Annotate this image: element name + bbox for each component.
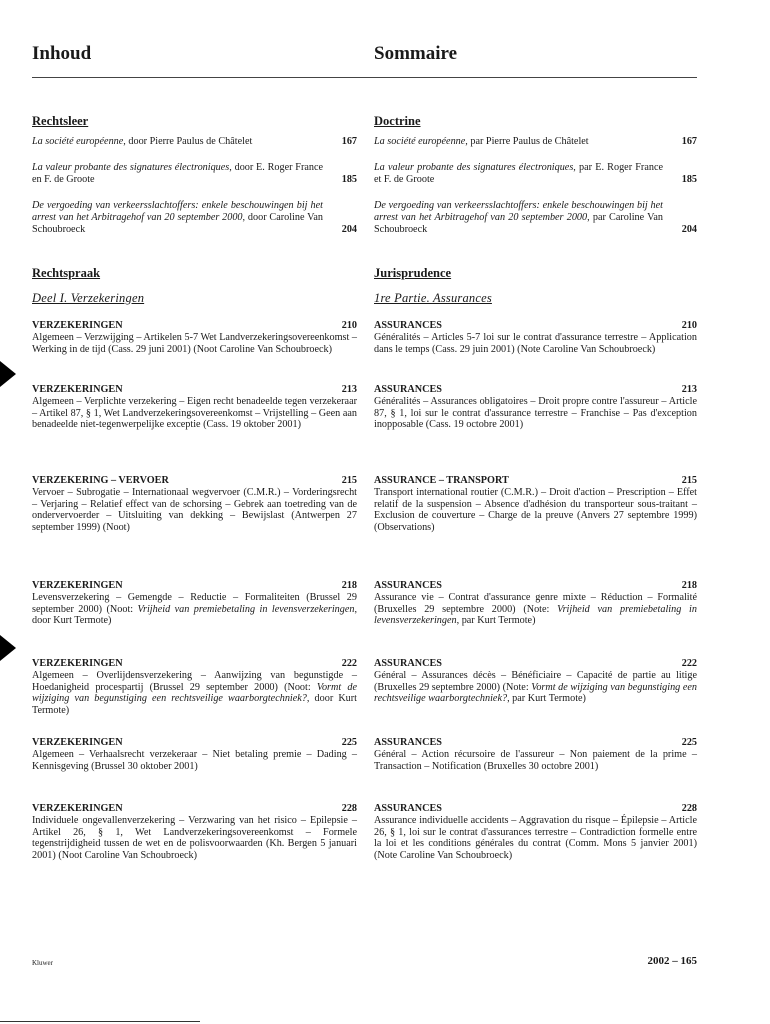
case-entry xyxy=(374,320,697,355)
entry-heading: ASSURANCES xyxy=(374,658,442,669)
page-footer-number: 2002 – 165 xyxy=(647,955,697,967)
case-entry xyxy=(374,737,697,772)
page-number: 210 xyxy=(341,320,357,331)
case-entry xyxy=(32,475,357,534)
page-number: 204 xyxy=(681,223,697,235)
doctrine-entry xyxy=(374,200,697,235)
part-title: Deel I. Verzekeringen xyxy=(32,291,145,305)
entry-text: Algemeen – Overlijdensverzekering – Aanwijzing van begunstigde – Hoedanigheid procespartij (Brussel 29 september 2000) (Noot: Vormt de wijziging van begunstiging een rechtsveilige waarborgtechniek?, door Kurt Termote) xyxy=(32,669,357,717)
section-title-doctrine: Doctrine xyxy=(374,114,421,128)
case-entry xyxy=(374,475,697,534)
entry-text: Général – Assurances décès – Bénéficiaire – Capacité de partie au litige (Bruxelles 29 septembre 2000) (Note: Vormt de wijziging van begunstiging een rechtsveilige waarborgtechniek?, par Kurt Termote) xyxy=(374,669,697,705)
entry-heading: ASSURANCES xyxy=(374,580,442,591)
entry-text: Individuele ongevallenverzekering – Verzwaring van het risico – Epilepsie – Artikel 26, § 1, Wet Landverzekeringsovereenkomst – Formele tegenstrijdigheid tussen de wet en de polisvoorwaarden (Kh. Bergen 5 januari 2001) (Noot Caroline Van Schoubroeck) xyxy=(32,814,357,862)
entry-text: De vergoeding van verkeersslachtoffers: enkele beschouwingen bij het arrest van het Arbitragehof van 20 september 2000, par Caroline Van Schoubroeck xyxy=(374,200,663,235)
entry-heading: ASSURANCES xyxy=(374,384,442,395)
case-entry xyxy=(374,658,697,705)
case-entry xyxy=(32,580,357,627)
page-number: 185 xyxy=(341,173,357,185)
case-entry xyxy=(32,384,357,431)
section-title-jurisprudence: Jurisprudence xyxy=(374,266,452,280)
binder-hole-mark xyxy=(0,635,16,661)
section-title-rechtsleer: Rechtsleer xyxy=(32,114,89,128)
entry-text: Transport international routier (C.M.R.) – Droit d'action – Prescription – Effet relatif de la suspension – Absence d'adhésion du transporteur sous-traitant – Exclusion de couverture – Charge de la preuve (Anvers 27 septembre 1999) (Observations) xyxy=(374,486,697,534)
entry-text: Algemeen – Verhaalsrecht verzekeraar – Niet betaling premie – Dading – Kennisgeving (Brussel 30 oktober 2001) xyxy=(32,748,357,772)
page-number: 218 xyxy=(681,580,697,591)
entry-heading: ASSURANCES xyxy=(374,320,442,331)
page-number: 210 xyxy=(681,320,697,331)
case-entry xyxy=(32,803,357,862)
doctrine-entry xyxy=(32,136,357,148)
page-number: 222 xyxy=(341,658,357,669)
heading-inhoud: Inhoud xyxy=(32,43,92,64)
entry-text: Général – Action récursoire de l'assureur – Non paiement de la prime – Transaction – Notification (Bruxelles 30 octobre 2001) xyxy=(374,748,697,772)
doctrine-entry xyxy=(32,162,357,186)
entry-text: Levensverzekering – Gemengde – Reductie – Formaliteiten (Brussel 29 september 2000) (Noot: Vrijheid van premiebetaling in levensverzekeringen, door Kurt Termote) xyxy=(32,591,357,627)
doctrine-entry xyxy=(374,136,697,148)
publisher-name: Kluwer xyxy=(32,959,53,967)
entry-heading: VERZEKERINGEN xyxy=(32,658,123,669)
case-entry xyxy=(32,658,357,717)
header-rule xyxy=(32,77,697,78)
page-number: 225 xyxy=(681,737,697,748)
entry-text: Généralités – Articles 5-7 loi sur le contrat d'assurance terrestre – Application dans le temps (Cass. 29 juin 2001) (Note Caroline Van Schoubroeck) xyxy=(374,331,697,355)
page-number: 213 xyxy=(341,384,357,395)
entry-text: De vergoeding van verkeersslachtoffers: enkele beschouwingen bij het arrest van het Arbitragehof van 20 september 2000, door Caroline Van Schoubroeck xyxy=(32,200,323,235)
entry-heading: ASSURANCES xyxy=(374,803,442,814)
page-number: 167 xyxy=(681,136,697,147)
part-title: 1re Partie. Assurances xyxy=(374,291,492,305)
entry-text: La valeur probante des signatures électroniques, door E. Roger France en F. de Groote xyxy=(32,162,323,185)
entry-text: La valeur probante des signatures électroniques, par E. Roger France et F. de Groote xyxy=(374,162,663,185)
entry-text: Vervoer – Subrogatie – Internationaal wegvervoer (C.M.R.) – Vorderingsrecht – Verjaring – Relatief effect van de schorsing – Gebrek aan toetreding van de ondervervoerder – Uitsluiting van dekking – Bewijslast (Antwerpen 27 september 1999) (Noot) xyxy=(32,486,357,534)
page-number: 222 xyxy=(681,658,697,669)
doctrine-entry xyxy=(32,200,357,235)
entry-text: Algemeen – Verzwijging – Artikelen 5-7 Wet Landverzekeringsovereenkomst – Werking in de tijd (Cass. 29 juni 2001) (Noot Caroline Van Schoubroeck) xyxy=(32,331,357,355)
entry-text: La société européenne, par Pierre Paulus de Châtelet xyxy=(374,136,589,147)
entry-text: Assurance vie – Contrat d'assurance genre mixte – Réduction – Formalité (Bruxelles 29 septembre 2000) (Note: Vrijheid van premiebetaling in levensverzekeringen, par Kurt Termote) xyxy=(374,591,697,627)
heading-sommaire: Sommaire xyxy=(374,43,458,64)
page-number: 228 xyxy=(681,803,697,814)
entry-text: La société européenne, door Pierre Paulus de Châtelet xyxy=(32,136,253,147)
page-number: 215 xyxy=(681,475,697,486)
case-entry xyxy=(32,737,357,772)
page-number: 215 xyxy=(341,475,357,486)
page-number: 185 xyxy=(681,173,697,185)
page-number: 204 xyxy=(341,223,357,235)
entry-heading: VERZEKERINGEN xyxy=(32,384,123,395)
entry-heading: ASSURANCE – TRANSPORT xyxy=(374,475,509,486)
entry-heading: VERZEKERINGEN xyxy=(32,737,123,748)
case-entry xyxy=(374,580,697,627)
case-entry xyxy=(374,384,697,431)
page-number: 167 xyxy=(341,136,357,147)
case-entry xyxy=(374,803,697,862)
doctrine-entry xyxy=(374,162,697,186)
bottom-rule xyxy=(0,1021,200,1022)
entry-text: Assurance individuelle accidents – Aggravation du risque – Épilepsie – Article 26, § 1, loi sur le contrat d'assurances terrestre – Contradiction formelle entre la loi et les conditions générales du contrat (Comm. Mons 5 janvier 2001) (Note Caroline Van Schoubroeck) xyxy=(374,814,697,862)
binder-hole-mark xyxy=(0,361,16,387)
case-entry xyxy=(32,320,357,355)
entry-heading: VERZEKERING – VERVOER xyxy=(32,475,169,486)
entry-heading: ASSURANCES xyxy=(374,737,442,748)
entry-heading: VERZEKERINGEN xyxy=(32,320,123,331)
entry-text: Algemeen – Verplichte verzekering – Eigen recht benadeelde tegen verzekeraar – Artikel 87, § 1, Wet Landverzekeringsovereenkomst – Vrijstelling – Geen aan benadeelde niet-tegenwerpelijke exceptie (Cass. 19 oktober 2001) xyxy=(32,395,357,431)
page-number: 213 xyxy=(681,384,697,395)
page-number: 228 xyxy=(341,803,357,814)
page-number: 218 xyxy=(341,580,357,591)
entry-heading: VERZEKERINGEN xyxy=(32,580,123,591)
entry-text: Généralités – Assurances obligatoires – Droit propre contre l'assureur – Article 87, § 1, loi sur le contrat d'assurance terrestre – Franchise – Pas d'exception inopposable (Cass. 19 octobre 2001) xyxy=(374,395,697,431)
section-title-rechtspraak: Rechtspraak xyxy=(32,266,101,280)
page-number: 225 xyxy=(341,737,357,748)
entry-heading: VERZEKERINGEN xyxy=(32,803,123,814)
